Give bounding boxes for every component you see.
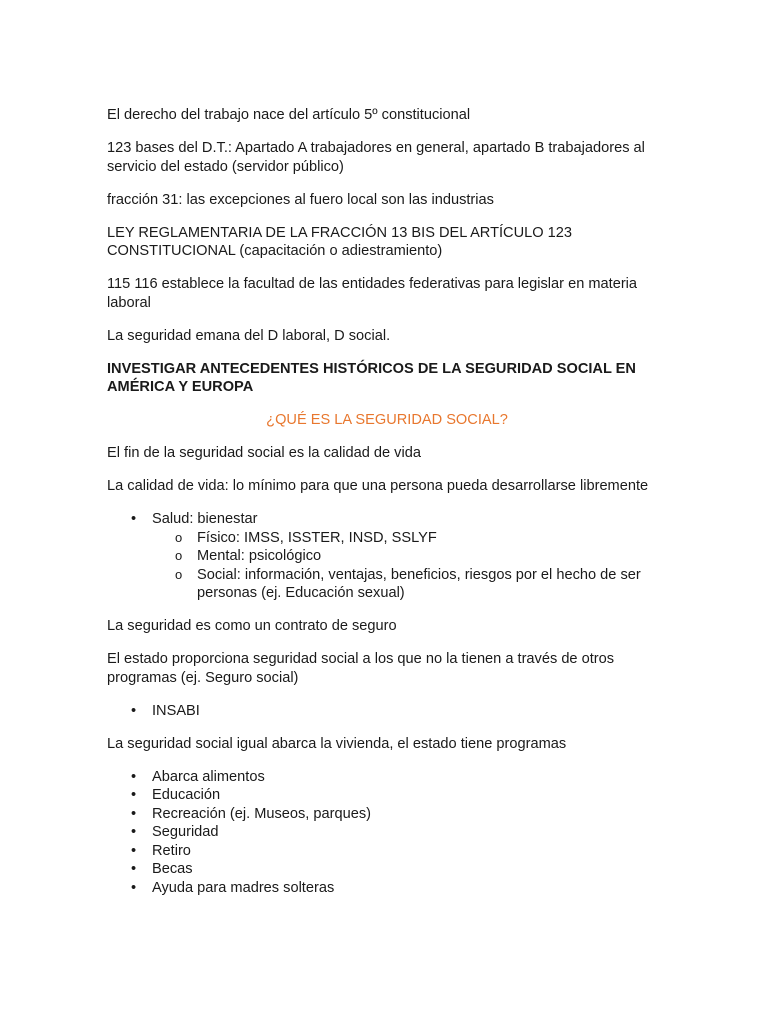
- section-title: ¿QUÉ ES LA SEGURIDAD SOCIAL?: [266, 412, 508, 428]
- sub-list-item: o Físico: IMSS, ISSTER, INSD, SSLYF: [197, 529, 667, 548]
- section-heading: INVESTIGAR ANTECEDENTES HISTÓRICOS DE LA SEGURIDAD SOCIAL EN AMÉRICA Y EUROPA: [107, 360, 636, 395]
- paragraph-6: La seguridad emana del D laboral, D social.: [107, 327, 391, 344]
- paragraph-10: El estado proporciona seguridad social a los que no la tienen a través de otros programas (ej. Seguro social): [107, 651, 615, 686]
- list-item: [152, 510, 667, 603]
- list-item: • Becas: [152, 860, 667, 879]
- salud-sub-list: [152, 529, 667, 603]
- paragraph-8: La calidad de vida: lo mínimo para que una persona pueda desarrollarse libremente: [107, 478, 649, 494]
- sub-list-item: o Mental: psicológico: [197, 547, 667, 566]
- list-item-label: Salud: bienestar: [152, 511, 258, 527]
- paragraph-7: El fin de la seguridad social es la calidad de vida: [107, 445, 421, 461]
- paragraph-3: fracción 31: las excepciones al fuero local son las industrias: [107, 191, 494, 208]
- salud-list: [107, 510, 667, 603]
- list-item: • Ayuda para madres solteras: [152, 879, 667, 898]
- list-item: • INSABI: [152, 702, 667, 721]
- sub-list-item: o Social: información, ventajas, beneficios, riesgos por el hecho de ser personas (ej. Educación sexual): [197, 566, 667, 603]
- paragraph-11: La seguridad social igual abarca la vivienda, el estado tiene programas: [107, 735, 567, 752]
- list-item: • Recreación (ej. Museos, parques): [152, 805, 667, 824]
- paragraph-9: La seguridad es como un contrato de seguro: [107, 618, 397, 634]
- list-item: • Abarca alimentos: [152, 768, 667, 787]
- paragraph-2: 123 bases del D.T.: Apartado A trabajadores en general, apartado B trabajadores al servicio del estado (servidor público): [107, 140, 645, 175]
- programas-list: [107, 768, 667, 898]
- paragraph-4: LEY REGLAMENTARIA DE LA FRACCIÓN 13 BIS DEL ARTÍCULO 123 CONSTITUCIONAL (capacitación o adiestramiento): [107, 224, 573, 259]
- paragraph-1: El derecho del trabajo nace del artículo 5º constitucional: [107, 107, 471, 123]
- list-item: • Educación: [152, 786, 667, 805]
- list-item: • Retiro: [152, 842, 667, 861]
- paragraph-5: 115 116 establece la facultad de las entidades federativas para legislar en materia laboral: [107, 276, 638, 311]
- document-page: [107, 106, 667, 912]
- insabi-list: [107, 702, 667, 721]
- list-item: • Seguridad: [152, 823, 667, 842]
